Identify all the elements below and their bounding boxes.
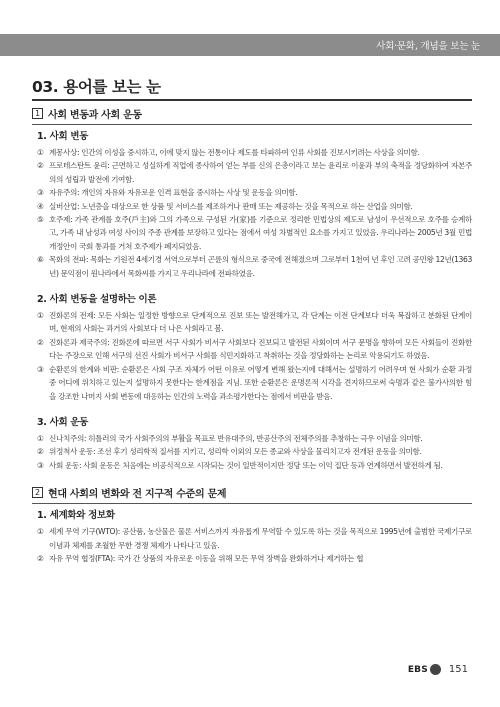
item-text: 호주제: 가족 관계를 호주(戶主)와 그의 가족으로 구성된 가(家)를 기준으로 정리한 민법상의 제도로 남성이 우선적으로 호주를 승계하고, 가족 내 남성과 여성 사이의 주종 관계를 보장하고 있다는 점에서 여성 차별적인 요소를 가지고 있었음. 우리나라는 2005년 3월 민법 개정안이 국회 통과를 거쳐 호주제가 폐지되었음. [49,215,472,251]
part-divider [32,503,472,504]
item-text: 실버산업: 노년층을 대상으로 한 상품 및 서비스를 제조하거나 판매 또는 제공하는 것을 목적으로 하는 산업을 의미함. [49,201,413,211]
item-text: 목화의 전파: 목화는 기원전 4세기경 서역으로부터 곤륜의 형식으로 중국에 전해졌으며 그로부터 1천여 년 후인 고려 공민왕 12년(1363년) 문익점이 원나라에서 목화씨를 가지고 우리나라에 전파하였음. [49,255,472,278]
list-item [32,213,472,253]
page-number: 151 [448,664,468,675]
item-number: ② [37,447,44,457]
item-text: 순환론의 한계와 비판: 순환론은 사회 구조 자체가 어떤 이유로 어떻게 변해 왔는지에 대해서는 설명하기 어려우며 현 사회가 순환 과정 중 어디에 위치하고 있는지 설명하지 못한다는 한계점을 지님. 또한 순환론은 운명론적 시각을 견지하므로써 숙명과 같은 불가사의한 힘을 강조한 나머지 사회 변동에 대응하는 인간의 노력을 과소평가한다는 점에서 비판을 받음. [49,364,472,401]
item-number: ① [37,527,44,537]
item-text: 세계 무역 기구(WTO): 공산품, 농산물은 물론 서비스까지 자유롭게 무역할 수 있도록 하는 것을 목적으로 1995년에 출범한 국제기구로 이념과 체제를 초월한 무한 경쟁 체제가 나타나고 있음. [49,527,472,550]
item-number: ⑤ [37,215,44,225]
item-number: ② [37,337,44,347]
list-item [32,186,472,199]
section-title: 03. 용어를 보는 눈 [32,78,161,96]
item-number: ① [37,148,44,157]
item-number: ① [37,311,44,321]
item-number: ③ [37,460,44,470]
item-number: ② [37,161,44,171]
part-number-box: 2 [32,487,43,498]
part-title: 사회 변동과 사회 운동 [48,110,142,121]
item-number: ③ [37,364,44,374]
subsection-heading: 2. 사회 변동을 설명하는 이론 [37,294,157,306]
part-number-box: 1 [32,108,43,119]
list-item [32,159,472,186]
item-text: 계몽사상: 인간의 이성을 중시하고, 이에 맞지 않는 전통이나 제도를 타파하여 인류 사회를 진보시키려는 사상을 의미함. [49,148,420,157]
item-text: 사회 운동: 사회 운동은 처음에는 비공식적으로 시작되는 것이 일반적이지만 정당 또는 이익 집단 등과 연계하면서 발전하게 됨. [49,460,443,470]
item-text: 진화론과 제국주의: 진화론에 따르면 서구 사회가 비서구 사회보다 진보되고 발전된 사회이며 서구 문명을 향하여 모든 사회들이 진화한다는 주장으로 인해 서구의 선진 사회가 비서구 사회를 식민지화하고 착취하는 것을 정당화하는 논리로 악용되기도 하였음. [49,337,472,361]
item-text: 프로테스탄트 윤리: 근면하고 성실하게 직업에 종사하여 얻는 부를 신의 은총이라고 보는 윤리로 이윤과 부의 축적을 정당화하여 자본주의의 성립과 발전에 기여함. [49,161,472,184]
part-title: 현대 사회의 변화와 전 지구적 수준의 문제 [48,489,227,501]
subsection-heading: 1. 세계화와 정보화 [37,510,115,522]
item-number: ⑥ [37,255,44,265]
list-item [32,432,472,445]
list-item [32,253,472,280]
part-heading [32,485,472,500]
item-number: ④ [37,201,44,211]
item-number: ① [37,433,44,443]
running-header [0,34,500,56]
ebs-logo: EBS [407,664,428,675]
list-item [32,363,472,403]
title-divider [32,99,472,101]
part-heading [32,106,472,121]
list-item [32,309,472,336]
item-text: 진화론의 전제: 모든 사회는 일정한 방향으로 단계적으로 진보 또는 발전해가고, 각 단계는 이전 단계보다 더욱 복잡하고 분화된 단계이며, 현재의 사회는 과거의 사회보다 더 나은 사회라고 봄. [49,311,472,334]
page-content [32,78,472,565]
list-item [32,445,472,458]
item-text: 신나치주의: 히틀러의 국가 사회주의의 부활을 목표로 반유대주의, 반공산주의 전체주의를 추창하는 극우 이념을 의미함. [49,433,423,443]
list-item [32,146,472,159]
list-item [32,459,472,472]
item-text: 자유 무역 협정(FTA): 국가 간 상품의 자유로운 이동을 위해 모든 무역 장벽을 완화하거나 제거하는 협 [49,553,364,563]
item-text: 자유주의: 개인의 자유와 자유로운 인격 표현을 중시하는 사상 및 운동을 의미함. [49,188,298,198]
ebs-logo-mark-icon [430,664,441,675]
item-number: ② [37,553,44,563]
spacer [32,403,472,416]
subsection-heading: 1. 사회 변동 [37,131,89,142]
list-item [32,336,472,363]
list-item [32,200,472,213]
item-number: ③ [37,188,44,198]
list-item [32,552,472,565]
spacer [32,280,472,293]
list-item [32,525,472,552]
page-footer [408,664,468,675]
running-header-text: 사회·문화, 개념을 보는 눈 [376,41,480,52]
item-text: 위정척사 운동: 조선 후기 성리학적 질서를 지키고, 성리학 이외의 모든 종교와 사상을 물리치고자 전개된 운동을 의미함. [49,447,422,457]
part-divider [32,124,472,125]
spacer [32,472,472,485]
subsection-heading: 3. 사회 운동 [37,416,89,428]
